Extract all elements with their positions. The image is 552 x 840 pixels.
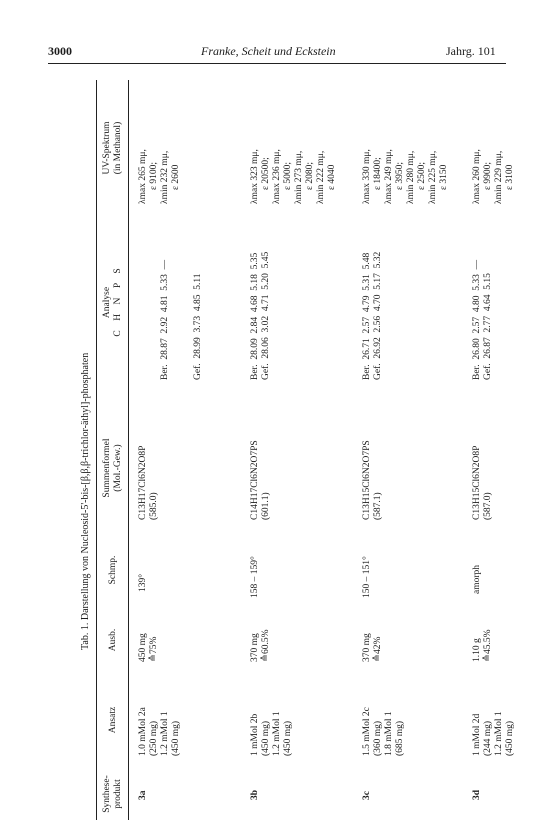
page-number: 3000 <box>48 44 72 58</box>
ansatz-line: 1.8 mMol 1 <box>384 711 394 756</box>
uv-line: λmax 260 mμ, <box>472 149 482 204</box>
uv-line: ε 9900; <box>483 161 493 190</box>
row-3c-ausb <box>362 633 384 662</box>
uv-line: ε 9100; <box>149 161 159 190</box>
ansatz-line: 1 mMol 2b <box>250 713 260 756</box>
formula-line: (587.1) <box>373 492 383 520</box>
ansatz-line: (450 mg) <box>171 720 181 756</box>
uv-line: λmin 229 mμ, <box>494 150 504 204</box>
row-3d-uv <box>472 149 516 204</box>
row-3b-product: 3b <box>250 789 260 800</box>
ausb-line: 450 mg <box>138 633 148 662</box>
row-3a-uv <box>138 149 182 204</box>
ansatz-line: (360 mg) <box>373 720 383 756</box>
row-3b-analyse <box>250 252 272 380</box>
row-3a-ausb <box>138 633 160 662</box>
uv-line: λmin 222 mμ, <box>316 150 326 204</box>
table-header-rule <box>128 80 129 820</box>
header-uv-line2: (in Methanol) <box>113 121 123 175</box>
header-elements: C H N P S <box>113 268 123 337</box>
header-uv <box>102 88 124 208</box>
row-3d-schmp: amorph <box>472 564 482 594</box>
row-3a-formula <box>138 446 160 520</box>
ausb-line: ≙60.5% <box>261 629 271 662</box>
header-formula-line2: (Mol.-Gew.) <box>113 444 123 492</box>
row-3b-schmp: 158 – 159° <box>250 556 260 598</box>
analyse-gef: Gef. 26.92 2.56 4.70 5.17 5.32 <box>373 251 383 380</box>
row-3d-ausb <box>472 630 494 663</box>
formula-line: C13H15Cl6N2O7PS <box>362 440 372 520</box>
uv-line: ε 3100 <box>505 164 515 190</box>
ausb-line: ≙42% <box>373 636 383 662</box>
row-3d-analyse <box>472 260 494 380</box>
row-3d-product: 3d <box>472 789 482 800</box>
header-ansatz: Ansatz <box>108 706 118 734</box>
row-3c-product: 3c <box>362 791 372 800</box>
header-ausb: Ausb. <box>108 628 118 652</box>
analyse-gef: Gef. 28.99 3.73 4.85 5.11 <box>193 273 203 380</box>
uv-line: ε 2600 <box>171 164 181 190</box>
header-formula <box>102 408 124 528</box>
row-3b-uv <box>250 149 338 204</box>
header-analyse <box>102 220 124 385</box>
analyse-gef: Gef. 26.87 2.77 4.64 5.15 <box>483 273 493 380</box>
ansatz-line: 1.2 mMol 1 <box>494 711 504 756</box>
ansatz-line: 1.5 mMol 2c <box>362 707 372 756</box>
row-3a-ansatz <box>138 707 182 756</box>
header-formula-line1: Summenformel <box>102 438 112 498</box>
row-3c-formula <box>362 440 384 520</box>
row-3a-analyse <box>138 260 226 380</box>
uv-line: ε 2080; <box>305 161 315 190</box>
row-3b-ansatz <box>250 711 294 756</box>
volume-label: Jahrg. 101 <box>446 44 496 58</box>
row-3c-analyse <box>362 252 384 380</box>
header-product <box>102 768 124 820</box>
header-analyse-label: Analyse <box>102 286 112 319</box>
header-uv-line1: UV-Spektrum <box>102 121 112 175</box>
analyse-ber: Ber. 28.09 2.84 4.68 5.18 5.35 <box>250 252 260 380</box>
ausb-line: ≙45.5% <box>483 629 493 662</box>
formula-line: C13H17Cl6N2O8P <box>138 445 148 520</box>
running-authors: Franke, Scheit und Eckstein <box>201 44 336 58</box>
uv-line: λmax 236 mμ, <box>272 149 282 204</box>
ansatz-line: 1.2 mMol 1 <box>160 711 170 756</box>
ansatz-line: (244 mg) <box>483 720 493 756</box>
formula-line: C14H17Cl6N2O7PS <box>250 440 260 520</box>
uv-line: λmax 249 mμ, <box>384 149 394 204</box>
uv-line: λmin 273 mμ, <box>294 150 304 204</box>
row-3d-formula <box>472 446 494 520</box>
ausb-line: ≙75% <box>149 636 159 662</box>
ausb-line: 370 mg <box>362 633 372 662</box>
header-schmp: Schmp. <box>108 555 118 585</box>
uv-line: λmin 232 mμ, <box>160 150 170 204</box>
ansatz-line: (250 mg) <box>149 720 159 756</box>
uv-line: ε 2500; <box>417 161 427 190</box>
formula-line: (601.1) <box>261 492 271 520</box>
analyse-ber: Ber. 26.80 2.57 4.80 5.33 — <box>472 259 482 380</box>
header-product-line1: Synthese- <box>102 775 112 813</box>
row-3c-uv <box>362 149 450 204</box>
uv-line: λmin 225 mμ, <box>428 150 438 204</box>
uv-line: ε 4040 <box>327 164 337 190</box>
ausb-line: 370 mg <box>250 633 260 662</box>
uv-line: ε 3150 <box>439 164 449 190</box>
uv-line: ε 3950; <box>395 161 405 190</box>
uv-line: λmin 280 mμ, <box>406 150 416 204</box>
row-3a-product: 3a <box>138 790 148 800</box>
ansatz-line: (685 mg) <box>395 720 405 756</box>
ansatz-line: 1.0 mMol 2a <box>138 707 148 756</box>
uv-line: ε 5000; <box>283 161 293 190</box>
header-rule <box>48 63 506 64</box>
ausb-line: 1.10 g <box>472 638 482 662</box>
row-3d-ansatz <box>472 711 516 756</box>
uv-line: λmax 330 mμ, <box>362 149 372 204</box>
ansatz-line: (450 mg) <box>283 720 293 756</box>
ansatz-line: (450 mg) <box>261 720 271 756</box>
ansatz-line: (450 mg) <box>505 720 515 756</box>
row-3b-ausb <box>250 630 272 663</box>
table-top-rule <box>96 80 97 820</box>
row-3c-schmp: 150 – 151° <box>362 556 372 598</box>
ansatz-line: 1.2 mMol 1 <box>272 711 282 756</box>
rotated-table <box>80 80 520 820</box>
uv-line: ε 18400; <box>373 157 383 190</box>
row-3c-ansatz <box>362 707 406 756</box>
formula-line: (585.0) <box>149 492 159 520</box>
uv-line: ε 20500; <box>261 157 271 190</box>
uv-line: λmax 265 mμ, <box>138 149 148 204</box>
analyse-ber: Ber. 26.71 2.57 4.79 5.31 5.48 <box>362 252 372 380</box>
row-3b-formula <box>250 440 272 520</box>
header-product-line2: produkt <box>113 779 123 809</box>
row-3a-schmp: 139° <box>138 573 148 592</box>
analyse-ber: Ber. 28.87 2.92 4.81 5.33 — <box>160 259 170 380</box>
table-caption: Tab. 1. Darstellung von Nucleosid-5'-bis-[β,β,β-trichlor-äthyl]-phosphaten <box>80 352 91 650</box>
ansatz-line: 1 mMol 2d <box>472 713 482 756</box>
uv-line: λmax 323 mμ, <box>250 149 260 204</box>
analyse-gef: Gef. 28.06 3.02 4.71 5.20 5.45 <box>261 251 271 380</box>
formula-line: (587.0) <box>483 492 493 520</box>
formula-line: C13H15Cl6N2O8P <box>472 445 482 520</box>
